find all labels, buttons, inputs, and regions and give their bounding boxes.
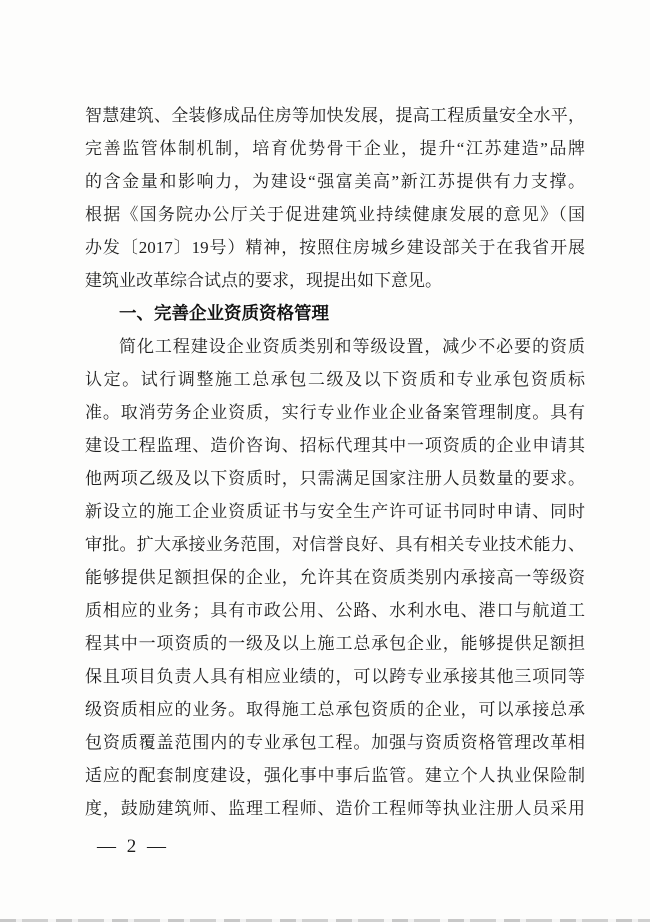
text-line: 审批。扩大承接业务范围，对信誉良好、具有相关专业技术能力、	[85, 535, 585, 554]
text-line: 建设工程监理、造价咨询、招标代理其中一项资质的企业申请其	[85, 436, 585, 455]
text-line: 度，鼓励建筑师、监理工程师、造价工程师等执业注册人员采用	[85, 799, 585, 818]
text-line: 办发〔2017〕19号）精神，按照住房城乡建设部关于在我省开展	[85, 238, 585, 257]
text-line: 建筑业改革综合试点的要求，现提出如下意见。	[85, 271, 442, 290]
text-line: 新设立的施工企业资质证书与安全生产许可证书同时申请、同时	[85, 502, 585, 521]
section-heading: 一、完善企业资质资格管理	[119, 303, 329, 323]
document-body	[85, 99, 585, 825]
text-line: 包资质覆盖范围内的专业承包工程。加强与资质资格管理改革相	[85, 733, 585, 752]
text-line: 他两项乙级及以下资质时，只需满足国家注册人员数量的要求。	[85, 469, 585, 488]
text-line: 保且项目负责人具有相应业绩的，可以跨专业承接其他三项同等	[85, 667, 585, 686]
text-line: 质相应的业务；具有市政公用、公路、水利水电、港口与航道工	[85, 601, 585, 620]
text-line: 准。取消劳务企业资质，实行专业作业企业备案管理制度。具有	[85, 403, 585, 422]
text-line: 适应的配套制度建设，强化事中事后监管。建立个人执业保险制	[85, 766, 585, 785]
text-line: 完善监管体制机制，培育优势骨干企业，提升“江苏建造”品牌	[85, 139, 585, 158]
text-line: 程其中一项资质的一级及以上施工总承包企业，能够提供足额担	[85, 634, 585, 653]
text-line: 能够提供足额担保的企业，允许其在资质类别内承接高一等级资	[85, 568, 585, 587]
text-line: 的含金量和影响力，为建设“强富美高”新江苏提供有力支撑。	[85, 172, 585, 191]
text-line: 根据《国务院办公厅关于促进建筑业持续健康发展的意见》（国	[85, 205, 585, 224]
text-line: 认定。试行调整施工总承包二级及以下资质和专业承包资质标	[85, 370, 585, 389]
text-line: 简化工程建设企业资质类别和等级设置，减少不必要的资质	[119, 337, 585, 356]
page-number: — 2 —	[97, 836, 167, 857]
text-line: 级资质相应的业务。取得施工总承包资质的企业，可以承接总承	[85, 700, 585, 719]
text-line: 智慧建筑、全装修成品住房等加快发展，提高工程质量安全水平，	[85, 106, 585, 125]
